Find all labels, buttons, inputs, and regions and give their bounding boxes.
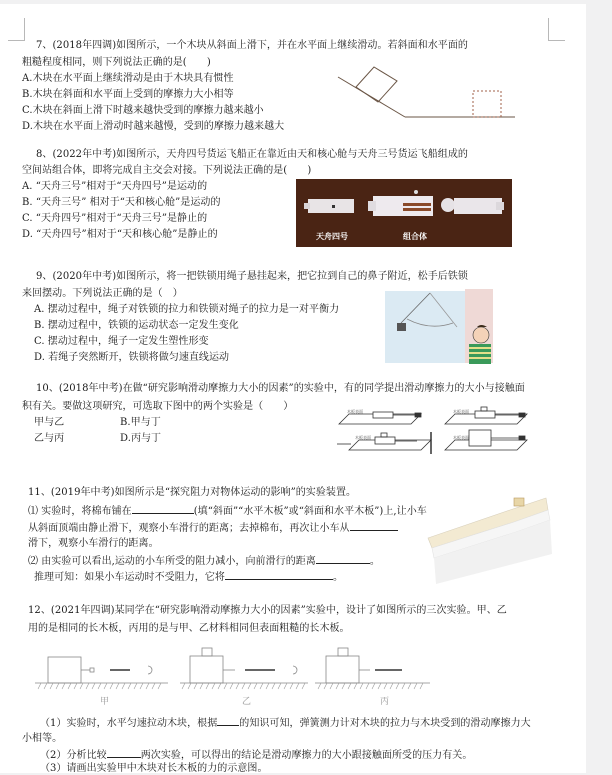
q7-option-a: A.木块在水平面上继续滑动是由于木块具有惯性 xyxy=(22,73,234,84)
q8-option-d: D. “天舟四号”相对于“天和核心舱”是静止的 xyxy=(22,229,218,240)
q10-stem-line1: 10、(2018年中考)在做“研究影响滑动摩擦力大小的因素”的实验中，有的同学提出滑动摩擦力的大小与接触面 xyxy=(36,383,525,394)
figure-label-bing: 丙 xyxy=(380,697,390,707)
space-station-photo xyxy=(296,179,512,247)
q9-option-b: B. 摆动过程中，铁锁的运动状态一定发生变化 xyxy=(34,320,239,331)
incline-block-figure xyxy=(330,59,530,124)
svg-text:木板表面: 木板表面 xyxy=(347,409,363,414)
q9-stem-line1: 9、(2020年中考)如图所示，将一把铁锁用绳子悬挂起来，把它拉到自己的鼻子附近，松手后铁锁 xyxy=(36,271,468,282)
q8-stem-line2: 空间站组合体，即将完成自主交会对接。下列说法正确的是( ) xyxy=(22,165,312,176)
q12-stem-line2: 用的是相同的长木板，丙用的是与甲、乙材料相同但表面粗糙的长木板。 xyxy=(28,623,350,634)
q10-stem-line2: 积有关。要做这项研究，可选取下图中的两个实验是（ ） xyxy=(22,401,294,412)
friction-experiments-figure xyxy=(335,404,555,459)
q12-sub1-line1 xyxy=(40,715,531,730)
q11-part2-text-a: ⑵ 由实验可以看出,运动的小车所受的阻力减小，向前滑行的距离 xyxy=(28,556,316,567)
q11-part2-text-b: 。 xyxy=(369,556,380,567)
q11-part1-line1 xyxy=(28,503,427,518)
q10-option-c: 乙与丙 xyxy=(34,433,65,444)
q9-option-d: D. 若绳子突然断开，铁锁将做匀速直线运动 xyxy=(34,352,230,363)
figure-label-yi: 乙 xyxy=(242,697,252,707)
q9-stem-line2: 来回摆动。下列说法正确的是（ ） xyxy=(22,288,183,299)
document-page xyxy=(0,4,586,773)
q11-blank-3[interactable] xyxy=(316,553,370,564)
ramp-cart-figure xyxy=(418,492,558,587)
q10-option-b: B.甲与丁 xyxy=(120,417,161,428)
q8-option-a: A. “天舟三号”相对于“天舟四号”是运动的 xyxy=(22,181,208,192)
q11-stem: 11、(2019年中考)如图所示是“探究阻力对物体运动的影响”的实验装置。 xyxy=(28,487,357,498)
q12-sub1-text-a: （1）实验时，水平匀速拉动木块，根据 xyxy=(40,718,218,729)
q11-part1-text-c: 从斜面顶端由静止滑下，观察小车滑行的距离；去掉棉布，再次让小车从 xyxy=(28,523,350,534)
figure-label-jia: 甲 xyxy=(100,697,110,707)
q7-stem-line1: 7、(2018年四调)如图所示，一个木块从斜面上滑下，并在水平面上继续滑动。若斜面和水平面的 xyxy=(36,40,468,51)
q10-option-a: 甲与乙 xyxy=(34,417,65,428)
q7-option-d: D.木块在水平面上滑动时越来越慢，受到的摩擦力越来越大 xyxy=(22,121,285,132)
q11-part2-line2 xyxy=(34,569,343,584)
q12-sub2-text-a: （2）分析比较 xyxy=(40,750,107,761)
q8-stem-line1: 8、(2022年中考)如图所示，天舟四号货运飞船正在靠近由天和核心舱与天舟三号货运飞船组成的 xyxy=(36,149,468,160)
q12-blank-1[interactable] xyxy=(217,715,239,726)
svg-text:木板表面: 木板表面 xyxy=(453,435,469,440)
q9-option-a: A. 摆动过程中，绳子对铁锁的拉力和铁锁对绳子的拉力是一对平衡力 xyxy=(34,304,340,315)
q11-blank-4[interactable] xyxy=(225,569,333,580)
q11-part1-text-a: ⑴ 实验时，将棉布铺在 xyxy=(28,506,132,517)
q12-stem-line1: 12、(2021年四调)某同学在“研究影响滑动摩擦力大小的因素”实验中，设计了如图所示的三次实验。甲、乙 xyxy=(28,605,507,616)
q12-sub1-text-b: 的知识可知，弹簧测力计对木块的拉力与木块受到的滑动摩擦力大 xyxy=(239,718,531,729)
q7-option-b: B.木块在斜面和水平面上受到的摩擦力大小相等 xyxy=(22,89,234,100)
q7-stem-line2: 粗糙程度相同，则下列说法正确的是( ) xyxy=(22,57,211,68)
q12-sub2-line xyxy=(40,747,472,762)
q9-option-c: C. 摆动过程中，绳子一定发生塑性形变 xyxy=(34,336,209,347)
crop-mark-top-right xyxy=(548,18,565,41)
q12-blank-2[interactable] xyxy=(107,747,141,758)
q12-sub2-text-b: 两次实验，可以得出的结论是滑动摩擦力的大小跟接触面所受的压力有关。 xyxy=(140,750,473,761)
q11-blank-2[interactable] xyxy=(350,520,398,531)
q11-part2-text-d: 。 xyxy=(332,572,344,583)
crop-mark-top-left xyxy=(8,18,25,41)
q8-option-c: C. “天舟四号”相对于“天舟三号”是静止的 xyxy=(22,213,208,224)
q11-part2-text-c: 推理可知：如果小车运动时不受阻力，它将 xyxy=(34,572,225,583)
q7-option-c: C.木块在斜面上滑下时越来越快受到的摩擦力越来越小 xyxy=(22,105,264,116)
q12-sub1-text-c: 小相等。 xyxy=(22,733,63,744)
q11-part1-line2 xyxy=(28,520,398,535)
q11-part1-text-b: (填“斜面”“水平木板”或“斜面和水平木板”)上,让小车 xyxy=(193,506,427,517)
q12-sub3: （3）请画出实验甲中木块对长木板的力的示意图。 xyxy=(40,763,268,774)
q11-part2-line1 xyxy=(28,553,380,568)
q11-part1-text-d: 滑下，观察小车滑行的距离。 xyxy=(28,538,159,549)
q8-option-b: B. “天舟三号” 相对于“天和核心舱”是运动的 xyxy=(22,197,221,208)
figure-label-combination: 组合体 xyxy=(403,232,427,241)
q11-blank-1[interactable] xyxy=(132,503,194,514)
svg-text:木板表面: 木板表面 xyxy=(453,409,469,414)
pendulum-lock-figure xyxy=(385,289,495,374)
q10-option-d: D.丙与丁 xyxy=(120,433,162,444)
three-experiments-figure xyxy=(30,644,430,709)
figure-label-tianzhou4: 天舟四号 xyxy=(316,232,348,241)
svg-text:木板表面: 木板表面 xyxy=(355,435,371,440)
